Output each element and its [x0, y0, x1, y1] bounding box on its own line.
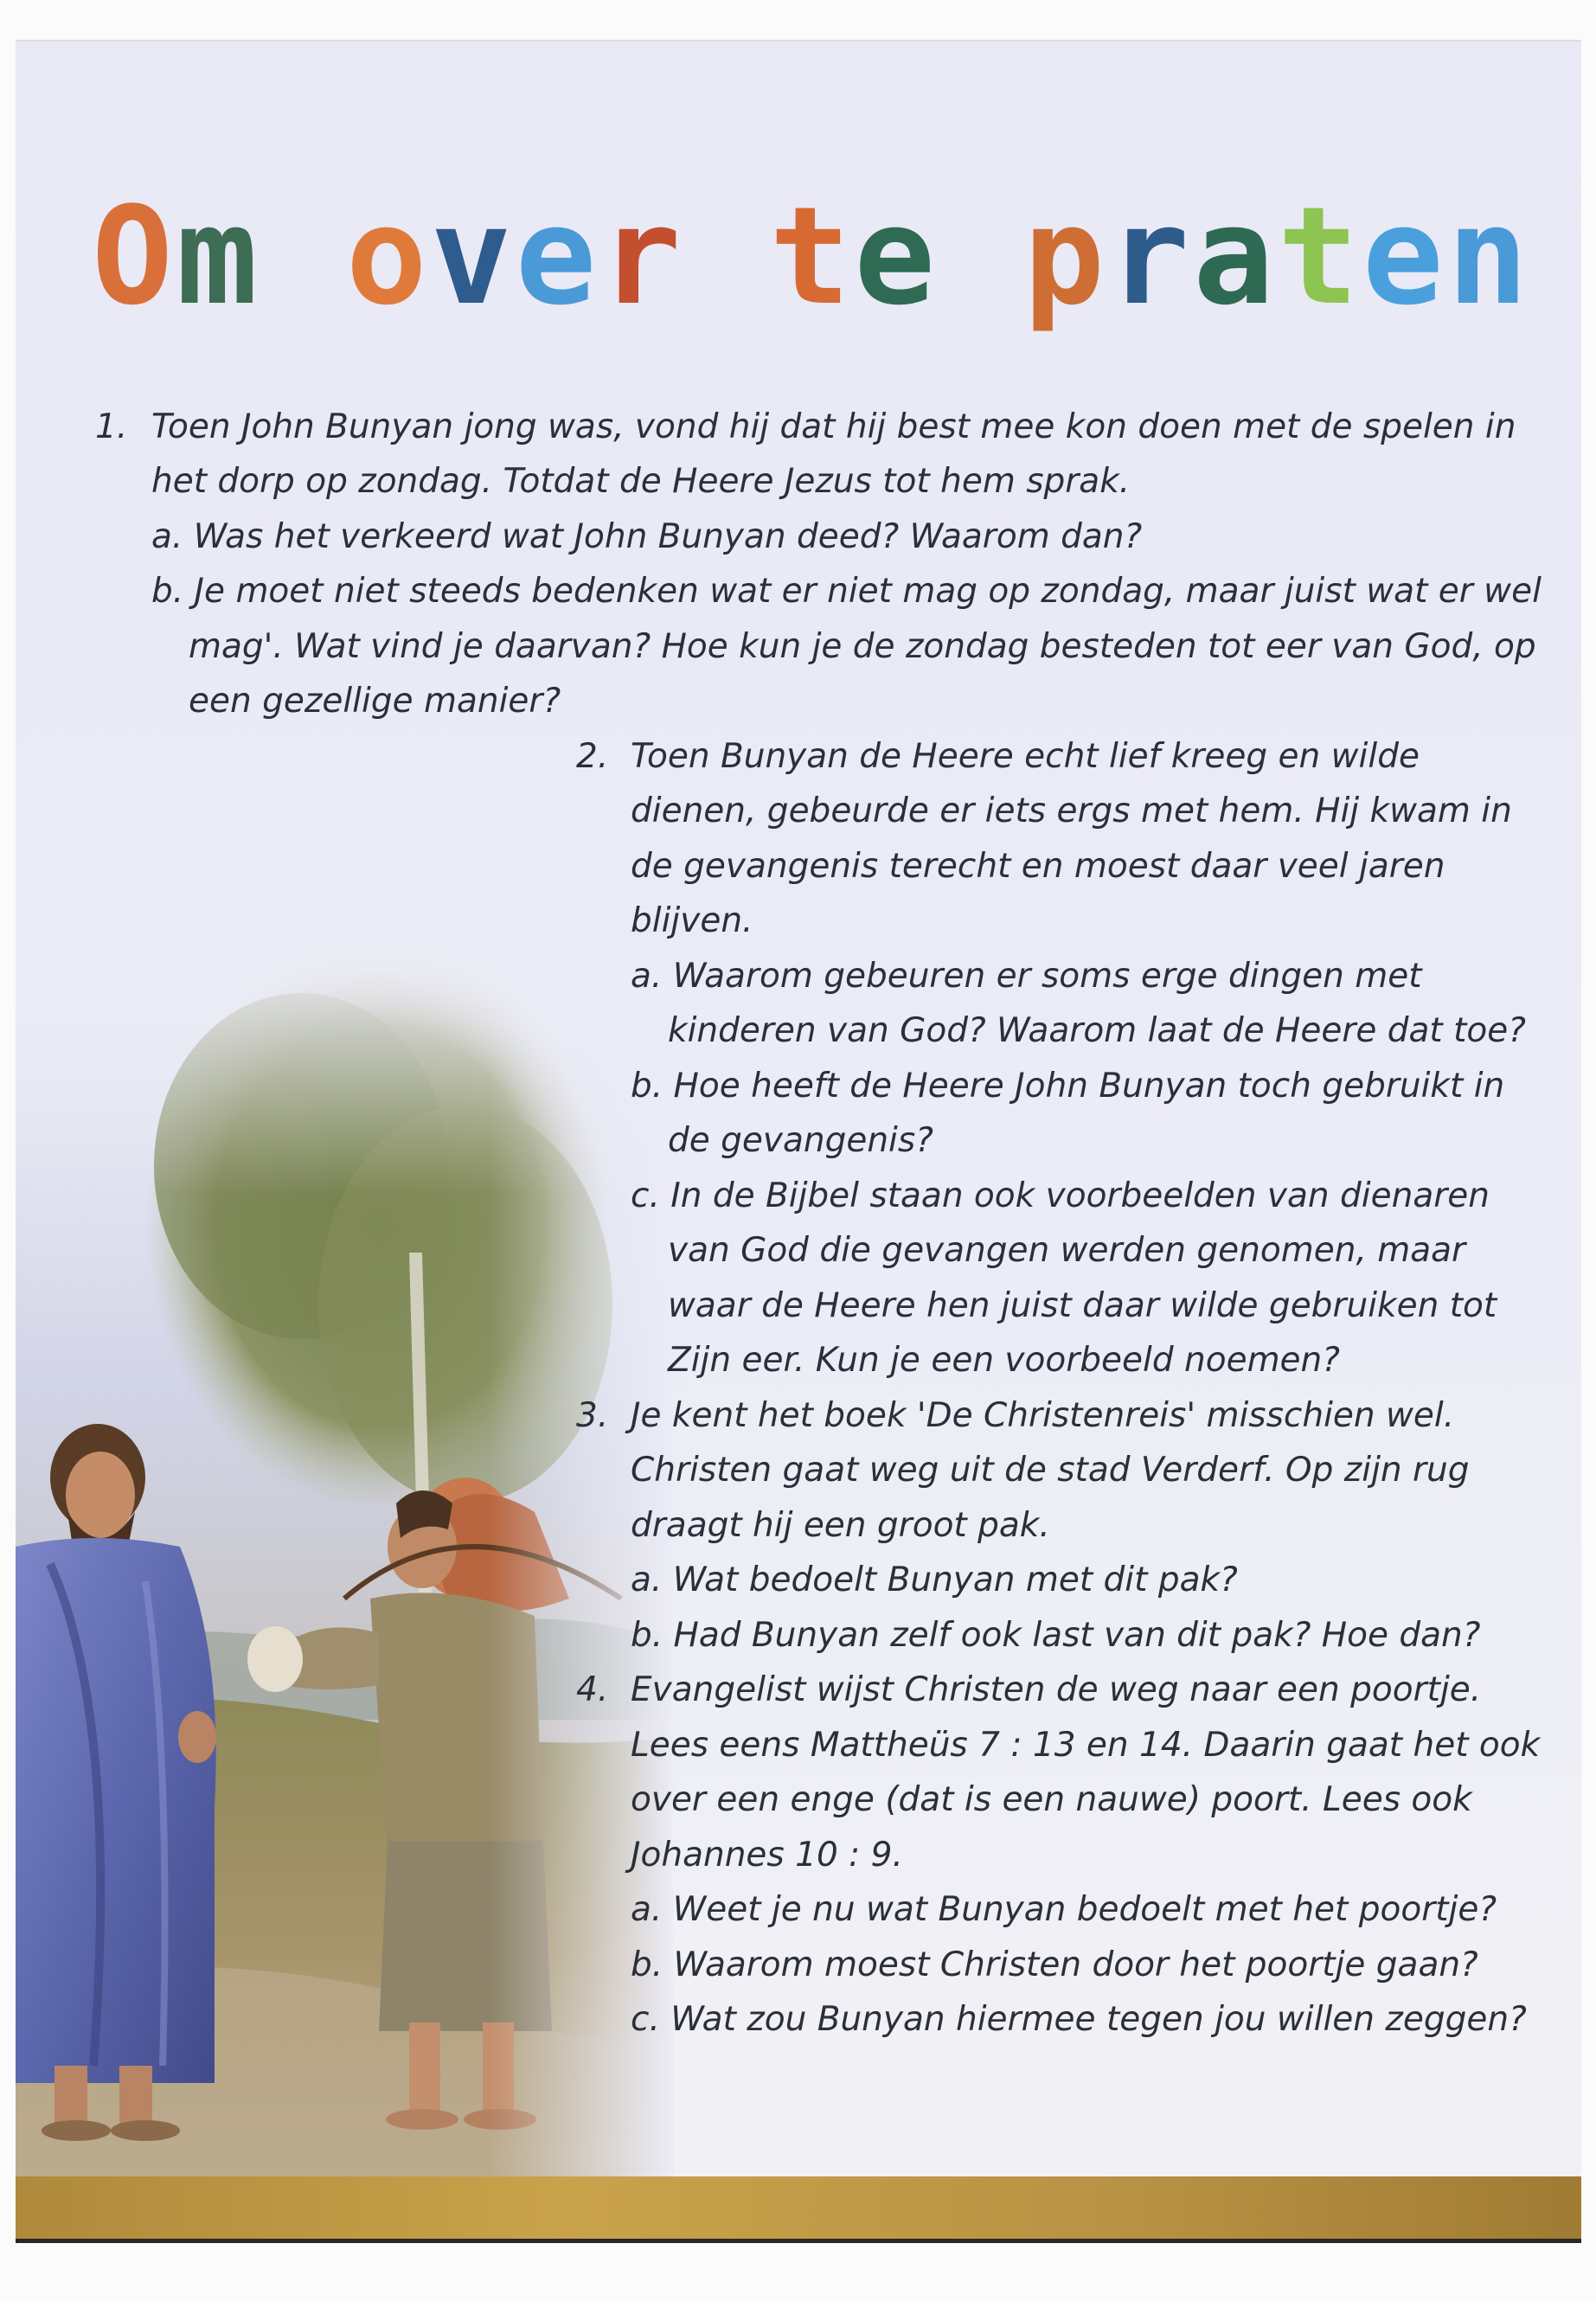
question-2c: c. In de Bijbel staan ook voorbeelden van dienaren	[631, 1176, 1490, 1215]
book-page	[16, 42, 1581, 2243]
question-1b-line: mag'. Wat vind je daarvan? Hoe kun je de zondag besteden tot eer van God, op	[189, 627, 1536, 666]
title-letter: t	[1277, 177, 1362, 335]
question-2a: a. Waarom gebeuren er soms erge dingen met	[631, 957, 1422, 996]
title-letter	[261, 189, 346, 324]
question-number: 3.	[576, 1396, 609, 1435]
title-letter: t	[769, 177, 855, 335]
question-1a: a. Was het verkeerd wat John Bunyan deed? Waarom dan?	[151, 517, 1143, 556]
footer-dark-line	[16, 2239, 1581, 2243]
illustration-evangelist-and-christian	[16, 941, 673, 2213]
question-1-line: het dorp op zondag. Totdat de Heere Jezus tot hem sprak.	[151, 462, 1131, 501]
page-title	[92, 177, 1532, 335]
question-4-line: Evangelist wijst Christen de weg naar een poortje.	[631, 1670, 1482, 1709]
question-4c: c. Wat zou Bunyan hiermee tegen jou willen zeggen?	[631, 2000, 1527, 2039]
question-3-line: Je kent het boek 'De Christenreis' misschien wel.	[631, 1396, 1455, 1435]
question-3b: b. Had Bunyan zelf ook last van dit pak? Hoe dan?	[631, 1616, 1481, 1655]
question-4-line: over een enge (dat is een nauwe) poort. Lees ook	[631, 1780, 1472, 1819]
title-letter: e	[1362, 177, 1447, 335]
question-2-line: Toen Bunyan de Heere echt lief kreeg en wilde	[631, 737, 1420, 776]
title-letter: p	[1023, 177, 1109, 335]
title-letter	[684, 189, 769, 324]
question-4a: a. Weet je nu wat Bunyan bedoelt met het poortje?	[631, 1890, 1497, 1929]
title-letter: a	[1192, 177, 1278, 335]
question-3-line: draagt hij een groot pak.	[631, 1506, 1050, 1545]
question-3a: a. Wat bedoelt Bunyan met dit pak?	[631, 1561, 1238, 1599]
question-4b: b. Waarom moest Christen door het poortje gaan?	[631, 1945, 1478, 1984]
question-4-line: Lees eens Mattheüs 7 : 13 en 14. Daarin gaat het ook	[631, 1726, 1541, 1765]
question-2-line: de gevangenis terecht en moest daar veel jaren	[631, 847, 1445, 886]
footer-gold-bar	[16, 2176, 1581, 2239]
title-letter: o	[345, 177, 431, 335]
question-1b: b. Je moet niet steeds bedenken wat er niet mag op zondag, maar juist wat er wel	[151, 572, 1542, 611]
question-1b-line: een gezellige manier?	[189, 682, 561, 721]
title-letter: n	[1446, 177, 1532, 335]
question-2b: b. Hoe heeft de Heere John Bunyan toch gebruikt in	[631, 1067, 1505, 1106]
question-number: 1.	[95, 407, 128, 446]
title-letter: r	[599, 177, 685, 335]
question-2b-line: de gevangenis?	[668, 1121, 933, 1160]
question-2c-line: waar de Heere hen juist daar wilde gebruiken tot	[668, 1286, 1497, 1325]
question-1-line: Toen John Bunyan jong was, vond hij dat hij best mee kon doen met de spelen in	[151, 407, 1516, 446]
question-2-line: blijven.	[631, 901, 753, 940]
title-letter: e	[854, 177, 939, 335]
title-letter: e	[515, 177, 600, 335]
title-letter	[939, 189, 1023, 324]
title-letter: r	[1108, 177, 1193, 335]
question-4-line: Johannes 10 : 9.	[631, 1836, 903, 1875]
question-3-line: Christen gaat weg uit de stad Verderf. Op zijn rug	[631, 1451, 1470, 1490]
question-2c-line: van God die gevangen werden genomen, maar	[668, 1231, 1466, 1270]
question-2a-line: kinderen van God? Waarom laat de Heere dat toe?	[668, 1011, 1526, 1050]
question-number: 2.	[576, 737, 609, 776]
question-2c-line: Zijn eer. Kun je een voorbeeld noemen?	[668, 1341, 1340, 1380]
question-number: 4.	[576, 1670, 609, 1709]
title-letter: v	[430, 177, 516, 335]
question-2-line: dienen, gebeurde er iets ergs met hem. Hij kwam in	[631, 792, 1512, 830]
title-letter: m	[176, 177, 261, 335]
title-letter: O	[92, 177, 176, 335]
